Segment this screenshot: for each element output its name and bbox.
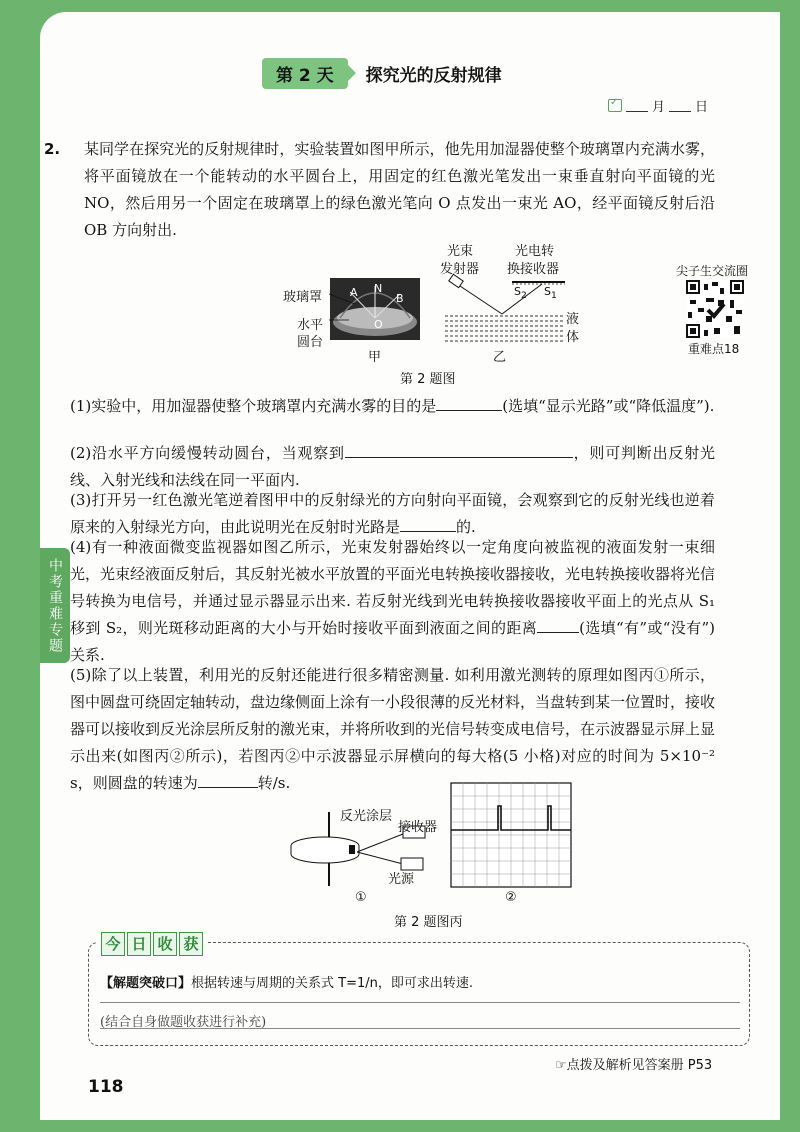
oscilloscope-screen <box>450 782 572 888</box>
label-light-source: 光源 <box>388 872 415 887</box>
page-number: 118 <box>88 1077 124 1097</box>
section-title: 探究光的反射规律 <box>365 65 502 86</box>
section-header <box>262 58 502 88</box>
subq-3: (3)打开另一红色激光笔逆着图甲中的反射绿光的方向射向平面镜，会观察到它的反射光线也逆着原来的入射绿光方向，由此说明光在反射时光路是 的. <box>70 491 715 536</box>
label-coating: 反光涂层 <box>340 809 393 824</box>
qr-code-icon[interactable] <box>686 280 744 338</box>
question-intro: 某同学在探究光的反射规律时，实验装置如图甲所示，他先用加湿器使整个玻璃罩内充满水雾，将平面镜放在一个能转动的水平圆台上，用固定的红色激光笔发出一束垂直射向平面镜的光 NO，然后用另一个固定在玻璃罩上的绿色激光笔向 O 点发出一束光 AO，经平面镜反射后沿 OB 方向射出. <box>84 140 715 239</box>
month-label: 月 <box>652 100 666 115</box>
label-receiver-2: 换接收器 <box>507 262 560 277</box>
label-liquid-2: 体 <box>566 330 580 345</box>
solution-tip: 【解题突破口】根据转速与周期的关系式 T=1/n，即可求出转速. <box>100 976 474 991</box>
answer-blank-5[interactable] <box>198 771 258 788</box>
write-line-1[interactable] <box>100 1002 740 1003</box>
figure-caption: 第 2 题图 <box>400 372 456 387</box>
label-glass: 玻璃罩 <box>283 290 323 305</box>
day-blank[interactable] <box>669 99 691 112</box>
label-s1: $S_1$ <box>544 285 557 302</box>
answer-blank-1[interactable] <box>436 394 502 411</box>
write-line-2[interactable] <box>100 1028 740 1029</box>
label-jia: 甲 <box>368 350 382 365</box>
subq-1: (1)实验中，用加湿器使整个玻璃罩内充满水雾的目的是 (选填“显示光路”或“降低温度”). <box>70 393 715 420</box>
day-label: 日 <box>695 100 709 115</box>
subq-2: (2)沿水平方向缓慢转动圆台，当观察到 ，则可判断出反射光线、入射光线和法线在同一平面内. <box>70 440 715 494</box>
label-A: A <box>350 286 358 299</box>
label-emitter-1: 光束 <box>447 244 474 259</box>
label-liquid-1: 液 <box>566 312 580 327</box>
label-s2: $S_2$ <box>514 285 527 302</box>
month-blank[interactable] <box>626 99 648 112</box>
answer-blank-2[interactable] <box>345 441 573 458</box>
side-tab: 中考重难专题 <box>40 548 70 663</box>
harvest-box <box>88 942 750 1046</box>
question-number: 2. <box>44 140 61 158</box>
badge-arrow <box>348 65 356 81</box>
label-receiver: 接收器 <box>398 820 438 835</box>
subq-4: (4)有一种液面微变监视器如图乙所示，光束发射器始终以一定角度向被监视的液面发射一束细光，光束经液面反射后，其反射光被水平放置的平面光电转换接收器接收，光电转换接收器将光信号转换为电信号，并通过显示器显示出来. 若反射光线到光电转换接收器接收平面上的光点从 S₁ 移到 S₂，则光斑移动距离的大小与开始时接收平面到液面之间的距离 (选填“有”或“没有”)关系. <box>70 538 716 664</box>
qr-bottom-label: 重难点18 <box>688 342 740 356</box>
answer-reference: ☞点拨及解析见答案册 P53 <box>555 1058 713 1073</box>
leader-lines <box>329 290 359 330</box>
label-O: O <box>374 318 383 331</box>
day-badge: 第 2 天 <box>262 58 348 89</box>
label-table-2: 圆台 <box>297 335 324 350</box>
answer-blank-3[interactable] <box>400 515 456 532</box>
harvest-note: (结合自身做题收获进行补充) <box>100 1015 267 1030</box>
figure-caption-c: 第 2 题图丙 <box>394 915 463 930</box>
label-table-1: 水平 <box>297 318 324 333</box>
label-receiver-1: 光电转 <box>515 244 555 259</box>
label-N: N <box>374 282 383 295</box>
subq-5: (5)除了以上装置，利用光的反射还能进行很多精密测量. 如利用激光测转的原理如图丙①所示，图中圆盘可绕固定轴转动，盘边缘侧面上涂有一小段很薄的反光材料，当盘转到某一位置时，接收器可以接收到反光涂层所反射的激光束，并将所收到的光信号转变成电信号，在示波器显示屏上显示出来(如图丙②所示)，若图丙②中示波器显示屏横向的每大格(5 小格)对应的时间为 5×10⁻² s，则圆盘的转速为 转/s. <box>70 666 716 792</box>
harvest-title: 今 日 收 获 <box>97 932 207 956</box>
label-fig-2: ② <box>505 890 517 905</box>
label-emitter-2: 发射器 <box>440 262 480 277</box>
answer-blank-4[interactable] <box>537 616 579 633</box>
qr-top-label: 尖子生交流圈 <box>676 264 749 278</box>
label-fig-1: ① <box>355 890 367 905</box>
label-B: B <box>396 292 404 305</box>
diagram-yi <box>440 272 570 352</box>
label-yi: 乙 <box>493 350 507 365</box>
calendar-check-icon <box>608 99 622 112</box>
date-field <box>608 96 708 115</box>
